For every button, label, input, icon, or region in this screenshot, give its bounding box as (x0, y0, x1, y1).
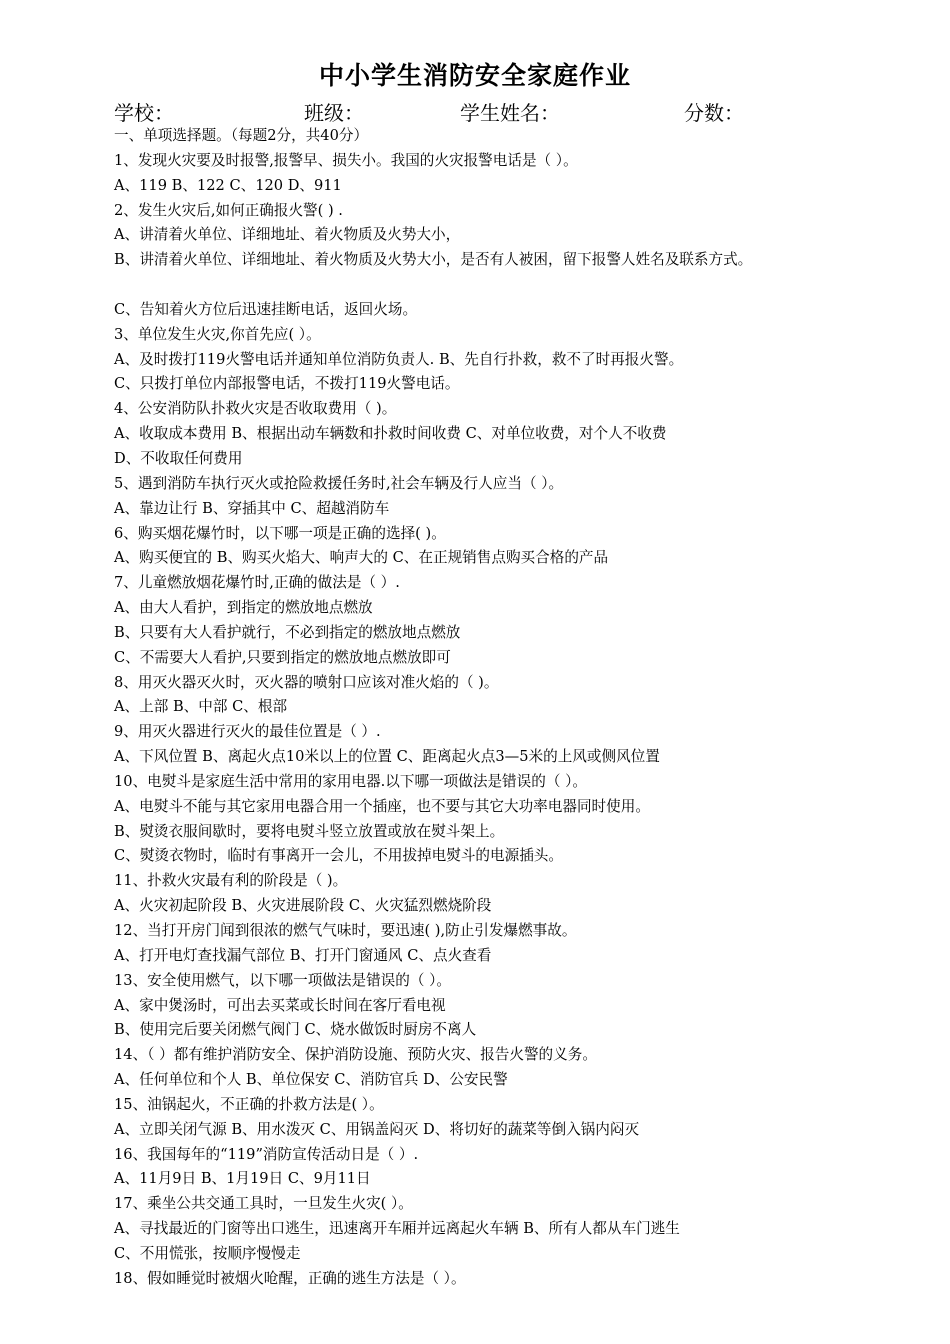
question-line: A、下风位置 B、离起火点10米以上的位置 C、距离起火点3—5米的上风或侧风位置 (114, 748, 660, 766)
question-list (114, 124, 850, 1292)
question-line: 8、用灭火器灭火时，灭火器的喷射口应该对准火焰的（ )。 (114, 673, 499, 691)
question-line: 7、儿童燃放烟花爆竹时,正确的做法是（ ）. (114, 574, 400, 592)
question-line: B、讲清着火单位、详细地址、着火物质及火势大小，是否有人被困，留下报警人姓名及联系方式。 (114, 251, 753, 269)
student-name-label: 学生姓名： (460, 101, 560, 125)
question-line: B、只要有大人看护就行，不必到指定的燃放地点燃放 (114, 623, 461, 641)
question-line: 5、遇到消防车执行灭火或抢险救援任务时,社会车辆及行人应当（ ）。 (114, 474, 564, 492)
question-line: 13、安全使用燃气，以下哪一项做法是错误的（ ）。 (114, 971, 451, 989)
question-line: 3、单位发生火灾,你首先应( ）。 (114, 325, 321, 343)
question-line: 11、扑救火灾最有利的阶段是（ )。 (114, 872, 348, 890)
question-line: 2、发生火灾后,如何正确报火警( ) . (114, 201, 343, 219)
school-label: 学校： (114, 101, 174, 125)
question-line: 4、公安消防队扑救火灾是否收取费用（ )。 (114, 400, 397, 418)
question-line: 1、发现火灾要及时报警,报警早、损失小。我国的火灾报警电话是（ ）。 (114, 151, 578, 169)
student-info-header (114, 97, 854, 127)
question-line: A、讲清着火单位、详细地址、着火物质及火势大小， (114, 226, 461, 244)
question-line: 6、购买烟花爆竹时，以下哪一项是正确的选择( )。 (114, 524, 446, 542)
question-line: B、熨烫衣服间歇时，要将电熨斗竖立放置或放在熨斗架上。 (114, 822, 505, 840)
question-line: A、打开电灯查找漏气部位 B、打开门窗通风 C、点火查看 (114, 946, 492, 964)
question-line: A、任何单位和个人 B、单位保安 C、消防官兵 D、公安民警 (114, 1071, 508, 1089)
question-line: C、不用慌张，按顺序慢慢走 (114, 1244, 301, 1262)
question-line: A、家中煲汤时，可出去买菜或长时间在客厅看电视 (114, 996, 446, 1014)
question-line: 10、电熨斗是家庭生活中常用的家用电器.以下哪一项做法是错误的（ ）。 (114, 772, 587, 790)
class-label: 班级： (304, 101, 364, 125)
question-line: 12、当打开房门闻到很浓的燃气气味时，要迅速( ),防止引发爆燃事故。 (114, 922, 577, 939)
question-line: A、靠边让行 B、穿插其中 C、超越消防车 (114, 499, 390, 517)
question-line: 15、油锅起火，不正确的扑救方法是( ）。 (114, 1095, 384, 1113)
question-line: A、电熨斗不能与其它家用电器合用一个插座，也不要与其它大功率电器同时使用。 (114, 797, 650, 815)
question-line: A、上部 B、中部 C、根部 (114, 698, 288, 716)
question-line: A、由大人看护，到指定的燃放地点燃放 (114, 599, 373, 617)
question-line: C、不需要大人看护,只要到指定的燃放地点燃放即可 (114, 648, 451, 666)
page-title: 中小学生消防安全家庭作业 (318, 61, 631, 90)
question-line: A、收取成本费用 B、根据出动车辆数和扑救时间收费 C、对单位收费，对个人不收费 (114, 425, 667, 443)
question-line: A、寻找最近的门窗等出口逃生，迅速离开车厢并远离起火车辆 B、所有人都从车门逃生 (114, 1220, 680, 1238)
question-line: C、只拨打单位内部报警电话，不拨打119火警电话。 (114, 375, 460, 393)
question-line: A、购买便宜的 B、购买火焰大、响声大的 C、在正规销售点购买合格的产品 (114, 549, 609, 567)
question-line: C、熨烫衣物时，临时有事离开一会儿，不用拔掉电熨斗的电源插头。 (114, 847, 563, 865)
question-line: B、使用完后要关闭燃气阀门 C、烧水做饭时厨房不离人 (114, 1021, 477, 1039)
question-line: A、119 B、122 C、120 D、911 (114, 176, 342, 194)
question-line: A、11月9日 B、1月19日 C、9月11日 (114, 1170, 371, 1188)
question-line: A、火灾初起阶段 B、火灾进展阶段 C、火灾猛烈燃烧阶段 (114, 897, 492, 915)
blank-line (114, 273, 850, 298)
question-line: A、立即关闭气源 B、用水泼灭 C、用锅盖闷灭 D、将切好的蔬菜等倒入锅内闷灭 (114, 1120, 640, 1138)
question-line: 17、乘坐公共交通工具时，一旦发生火灾( ）。 (114, 1195, 413, 1213)
question-line: 14、（ ）都有维护消防安全、保护消防设施、预防火灾、报告火警的义务。 (114, 1046, 597, 1064)
question-line: A、及时拨打119火警电话并通知单位消防负责人. B、先自行扑救，救不了时再报火警。 (114, 350, 684, 368)
question-line: 16、我国每年的“119”消防宣传活动日是（ ）. (114, 1145, 419, 1163)
score-label: 分数： (684, 101, 744, 125)
question-line: 18、假如睡觉时被烟火呛醒，正确的逃生方法是（ ）。 (114, 1269, 466, 1287)
question-line: D、不收取任何费用 (114, 449, 243, 467)
question-line: 一、单项选择题。（每题2分，共40分） (114, 127, 369, 144)
question-line: 9、用灭火器进行灭火的最佳位置是（ ）. (114, 723, 381, 741)
question-line: C、告知着火方位后迅速挂断电话，返回火场。 (114, 300, 418, 318)
